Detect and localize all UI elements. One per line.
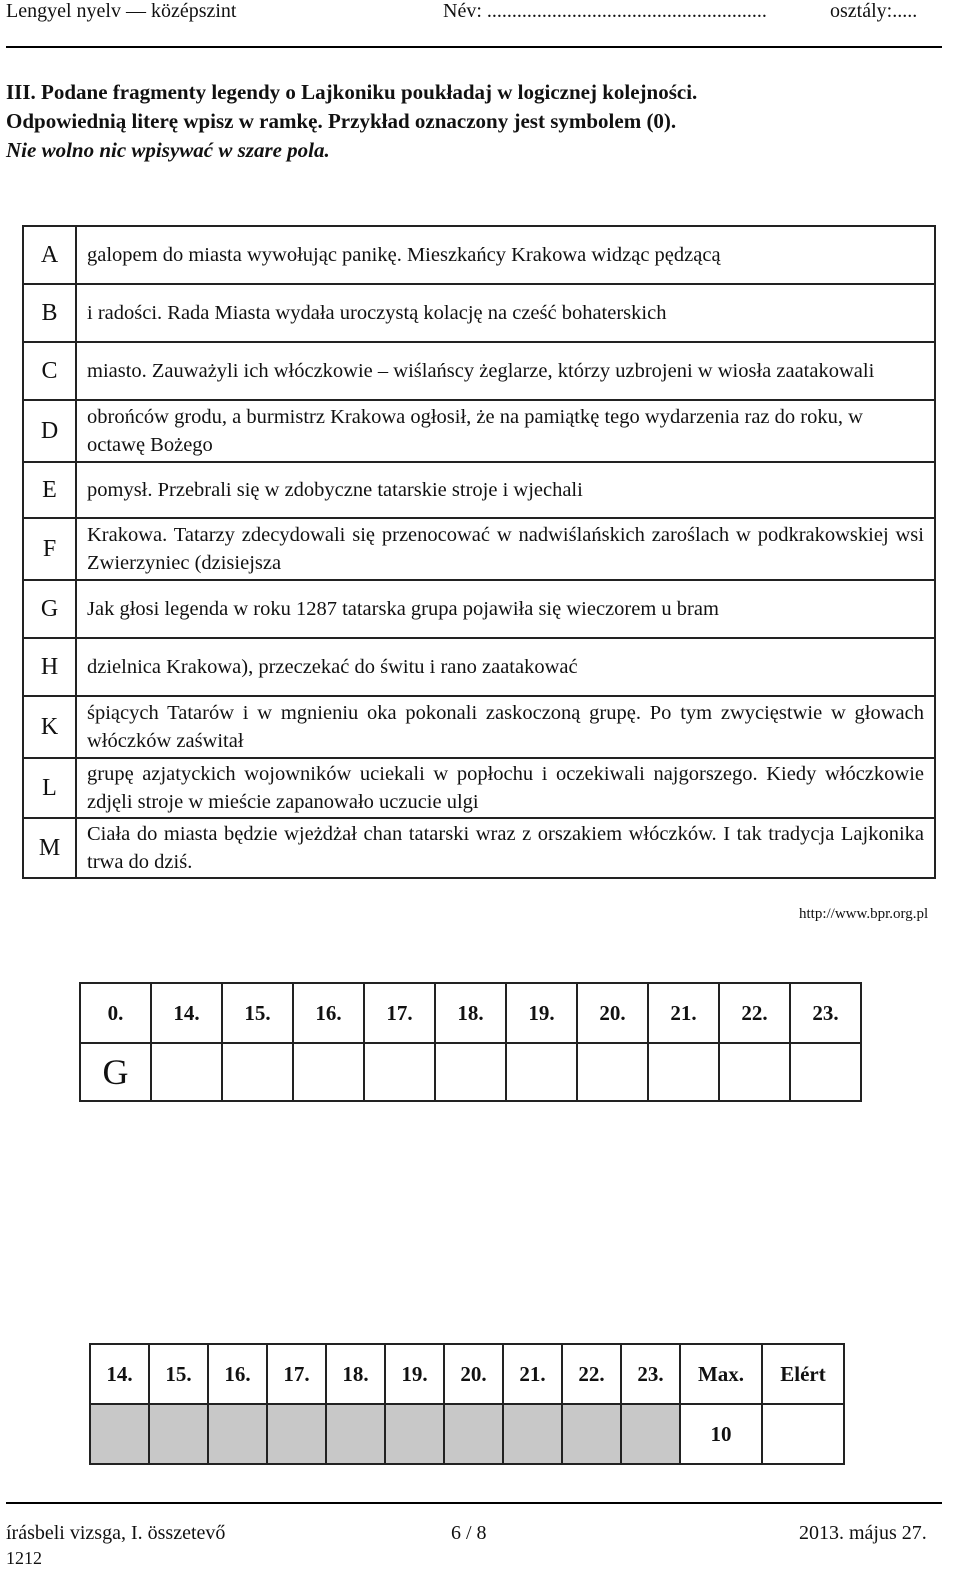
header-class-field: osztály:..... bbox=[830, 0, 918, 22]
fragment-text: pomysł. Przebrali się w zdobyczne tatarskie stroje i wjechali bbox=[76, 462, 935, 518]
score-header-row bbox=[90, 1344, 844, 1404]
fragment-letter: E bbox=[23, 462, 76, 518]
answer-header-cell: 18. bbox=[435, 983, 506, 1043]
score-header-cell: 21. bbox=[503, 1344, 562, 1404]
fragment-letter: L bbox=[23, 758, 76, 818]
instruction-line-1: III. Podane fragmenty legendy o Lajkoniku poukładaj w logicznej kolejności. bbox=[6, 80, 698, 104]
score-max-value: 10 bbox=[680, 1404, 762, 1464]
answer-header-cell: 16. bbox=[293, 983, 364, 1043]
footer-page-number: 6 / 8 bbox=[451, 1522, 487, 1544]
answer-box[interactable] bbox=[435, 1043, 506, 1101]
fragment-row bbox=[23, 284, 935, 342]
score-grey-cell bbox=[562, 1404, 621, 1464]
fragment-letter: D bbox=[23, 400, 76, 462]
fragment-row bbox=[23, 342, 935, 400]
fragment-row bbox=[23, 638, 935, 696]
answer-box[interactable] bbox=[506, 1043, 577, 1101]
answer-header-cell: 23. bbox=[790, 983, 861, 1043]
fragment-row bbox=[23, 226, 935, 284]
score-grey-cell bbox=[385, 1404, 444, 1464]
fragment-row bbox=[23, 696, 935, 758]
fragment-letter: A bbox=[23, 226, 76, 284]
fragment-text: Krakowa. Tatarzy zdecydowali się przenocować w nadwiślańskich zaroślach w podkrakowskiej wsi Zwierzyniec (dzisiejsza bbox=[76, 518, 935, 580]
source-link: http://www.bpr.org.pl bbox=[799, 906, 929, 922]
score-header-cell: 17. bbox=[267, 1344, 326, 1404]
fragment-text: obrońców grodu, a burmistrz Krakowa ogłosił, że na pamiątkę tego wydarzenia raz do roku, w octawę Bożego bbox=[76, 400, 935, 462]
score-header-cell: 15. bbox=[149, 1344, 208, 1404]
answer-input-row bbox=[80, 1043, 861, 1101]
answer-box[interactable] bbox=[293, 1043, 364, 1101]
score-header-cell: 14. bbox=[90, 1344, 149, 1404]
score-header-cell: 19. bbox=[385, 1344, 444, 1404]
fragment-row bbox=[23, 758, 935, 818]
answer-box[interactable] bbox=[151, 1043, 222, 1101]
fragment-row bbox=[23, 400, 935, 462]
answer-header-cell: 21. bbox=[648, 983, 719, 1043]
task-instructions bbox=[6, 78, 697, 165]
fragment-row bbox=[23, 462, 935, 518]
answer-box[interactable] bbox=[577, 1043, 648, 1101]
page-footer bbox=[6, 1502, 942, 1568]
score-grey-cell bbox=[90, 1404, 149, 1464]
answer-header-cell: 22. bbox=[719, 983, 790, 1043]
fragment-letter: G bbox=[23, 580, 76, 638]
fragments-table bbox=[22, 225, 936, 879]
score-header-cell: 20. bbox=[444, 1344, 503, 1404]
answer-box[interactable] bbox=[364, 1043, 435, 1101]
fragment-text: miasto. Zauważyli ich włóczkowie – wiślańscy żeglarze, którzy uzbrojeni w wiosła zaatakowali bbox=[76, 342, 935, 400]
fragment-text: galopem do miasta wywołując panikę. Mieszkańcy Krakowa widząc pędzącą bbox=[76, 226, 935, 284]
answer-header-cell: 15. bbox=[222, 983, 293, 1043]
fragment-row bbox=[23, 818, 935, 878]
instruction-line-3: Nie wolno nic wpisywać w szare pola. bbox=[6, 138, 330, 162]
fragment-row bbox=[23, 580, 935, 638]
fragment-text: dzielnica Krakowa), przeczekać do świtu i rano zaatakować bbox=[76, 638, 935, 696]
fragment-letter: B bbox=[23, 284, 76, 342]
score-header-cell: 23. bbox=[621, 1344, 680, 1404]
answer-box[interactable] bbox=[790, 1043, 861, 1101]
score-table bbox=[89, 1343, 845, 1465]
footer-code: 1212 bbox=[6, 1548, 42, 1568]
answer-header-cell: 0. bbox=[80, 983, 151, 1043]
score-header-cell: 16. bbox=[208, 1344, 267, 1404]
answer-box[interactable] bbox=[648, 1043, 719, 1101]
footer-date: 2013. május 27. bbox=[799, 1522, 927, 1544]
fragment-text: grupę azjatyckich wojowników uciekali w popłochu i oczekiwali najgorszego. Kiedy włóczkowie zdjęli stroje w mieście zapanowało uczucie ulgi bbox=[76, 758, 935, 818]
answer-header-cell: 19. bbox=[506, 983, 577, 1043]
page-header bbox=[6, 0, 942, 48]
score-value-row bbox=[90, 1404, 844, 1464]
score-achieved-box[interactable] bbox=[762, 1404, 844, 1464]
fragment-text: Jak głosi legenda w roku 1287 tatarska grupa pojawiła się wieczorem u bram bbox=[76, 580, 935, 638]
score-grey-cell bbox=[621, 1404, 680, 1464]
fragment-letter: C bbox=[23, 342, 76, 400]
answer-box[interactable] bbox=[222, 1043, 293, 1101]
score-grey-cell bbox=[326, 1404, 385, 1464]
answer-box[interactable] bbox=[719, 1043, 790, 1101]
score-grey-cell bbox=[503, 1404, 562, 1464]
score-header-cell: 22. bbox=[562, 1344, 621, 1404]
answer-table bbox=[79, 982, 862, 1102]
fragment-row bbox=[23, 518, 935, 580]
header-subject: Lengyel nyelv — középszint bbox=[6, 0, 237, 22]
score-grey-cell bbox=[444, 1404, 503, 1464]
answer-header-cell: 14. bbox=[151, 983, 222, 1043]
fragment-text: śpiących Tatarów i w mgnieniu oka pokonali zaskoczoną grupę. Po tym zwycięstwie w głowach włóczków zaświtał bbox=[76, 696, 935, 758]
answer-header-row bbox=[80, 983, 861, 1043]
score-grey-cell bbox=[208, 1404, 267, 1464]
header-name-field: Név: ........................................................ bbox=[443, 0, 767, 22]
fragment-text: Ciała do miasta będzie wjeżdżał chan tatarski wraz z orszakiem włóczków. I tak tradycja Lajkonika trwa do dziś. bbox=[76, 818, 935, 878]
score-grey-cell bbox=[267, 1404, 326, 1464]
score-header-cell: 18. bbox=[326, 1344, 385, 1404]
instruction-line-2: Odpowiednią literę wpisz w ramkę. Przykład oznaczony jest symbolem (0). bbox=[6, 109, 677, 133]
fragment-letter: H bbox=[23, 638, 76, 696]
fragment-letter: M bbox=[23, 818, 76, 878]
fragment-text: i radości. Rada Miasta wydała uroczystą kolację na cześć bohaterskich bbox=[76, 284, 935, 342]
score-grey-cell bbox=[149, 1404, 208, 1464]
footer-exam-part: írásbeli vizsga, I. összetevő bbox=[6, 1522, 226, 1544]
answer-header-cell: 17. bbox=[364, 983, 435, 1043]
fragment-letter: K bbox=[23, 696, 76, 758]
example-answer-cell: G bbox=[80, 1043, 151, 1101]
fragment-letter: F bbox=[23, 518, 76, 580]
answer-header-cell: 20. bbox=[577, 983, 648, 1043]
score-achieved-header: Elért bbox=[762, 1344, 844, 1404]
score-max-header: Max. bbox=[680, 1344, 762, 1404]
